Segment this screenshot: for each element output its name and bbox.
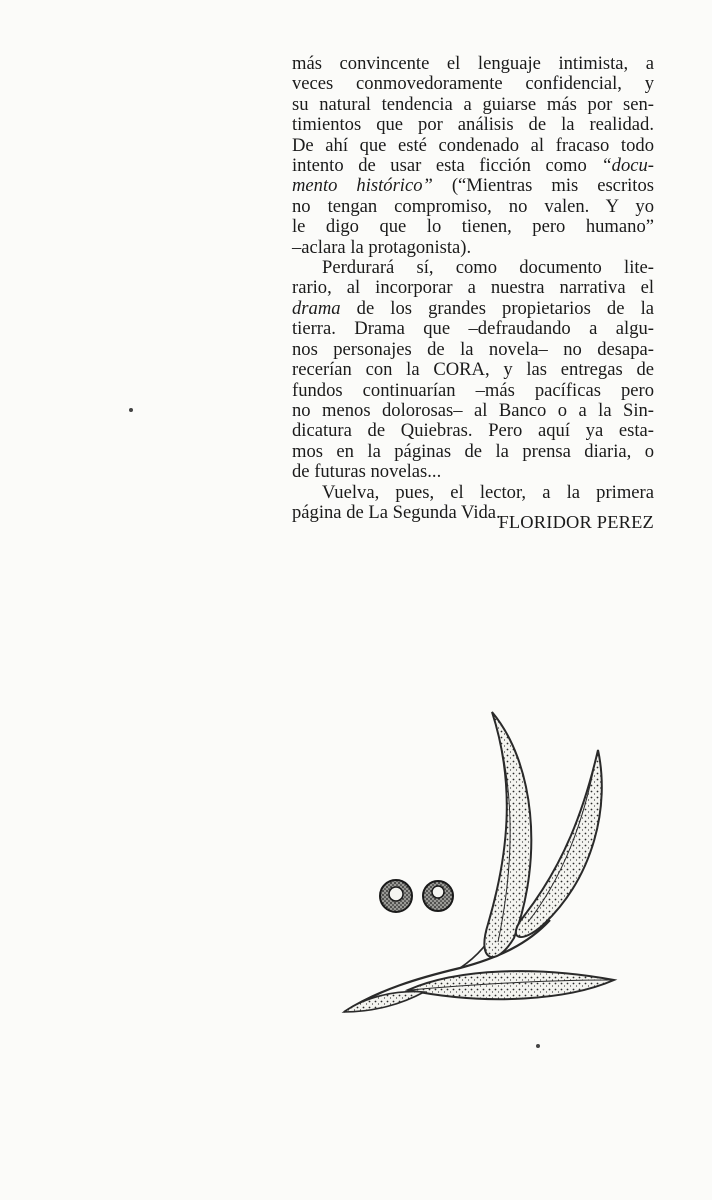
text-line <box>292 176 654 196</box>
italic-phrase: drama <box>292 297 341 319</box>
text-line: timientos que por análisis de la realidad. <box>292 114 654 136</box>
text-line: nos personajes de la novela– no desapa- <box>292 338 654 360</box>
text-line <box>292 299 654 319</box>
gum-nut-right <box>423 881 453 911</box>
ink-speck <box>536 1044 540 1048</box>
text-fragment: de los grandes propietarios de la <box>340 297 654 319</box>
text-line: veces conmovedoramente confidencial, y <box>292 73 654 95</box>
text-line: –aclara la protagonista). <box>292 236 472 258</box>
text-line: rario, al incorporar a nuestra narrativa el <box>292 277 654 299</box>
text-line: fundos continuarían –más pacíficas pero <box>292 379 654 401</box>
text-line: no tengan compromiso, no valen. Y yo <box>292 195 654 217</box>
author-signature: FLORIDOR PEREZ <box>498 512 654 532</box>
text-line: dicatura de Quiebras. Pero aquí ya esta- <box>292 420 654 442</box>
ink-speck <box>129 408 133 412</box>
text-line: tierra. Drama que –defraudando a algu- <box>292 318 654 340</box>
text-fragment: intento de usar esta ficción como <box>292 155 602 177</box>
italic-phrase: mento histórico” <box>292 175 433 197</box>
text-line: De ahí que esté condenado al fracaso todo <box>292 134 654 156</box>
text-line: no menos dolorosas– al Banco o a la Sin- <box>292 399 654 421</box>
text-line <box>292 156 654 176</box>
text-fragment: (“Mientras mis escritos <box>432 175 654 197</box>
text-line: página de La Segunda Vida. <box>292 501 501 523</box>
gum-nut-left <box>380 880 412 912</box>
text-line: su natural tendencia a guiarse más por sen- <box>292 93 654 115</box>
body-text <box>292 54 654 523</box>
eucalyptus-branch-icon <box>338 706 628 1036</box>
text-line: más convincente el lenguaje intimista, a <box>292 53 654 74</box>
text-line: de futuras novelas... <box>292 461 442 483</box>
text-line: Vuelva, pues, el lector, a la primera <box>322 481 654 503</box>
text-line: mos en la páginas de la prensa diaria, o <box>292 440 654 462</box>
italic-phrase: “docu- <box>601 155 654 177</box>
text-line: le digo que lo tienen, pero humano” <box>292 216 654 238</box>
leaf-small <box>344 992 424 1012</box>
text-line: Perdurará sí, como documento lite- <box>322 257 654 279</box>
text-line: recerían con la CORA, y las entregas de <box>292 359 654 381</box>
leaf-horizontal <box>408 971 614 999</box>
